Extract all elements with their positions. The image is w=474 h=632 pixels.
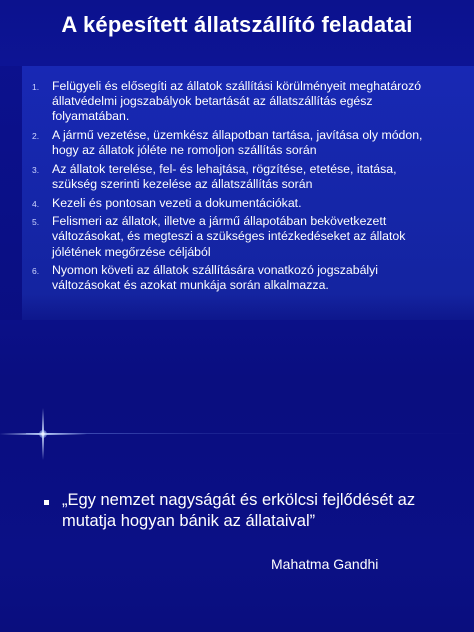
list-item xyxy=(30,196,440,211)
bullet-icon xyxy=(44,500,49,505)
list-item xyxy=(30,263,440,293)
list-item-number: 3. xyxy=(32,164,40,175)
quote-author: Mahatma Gandhi xyxy=(271,556,379,572)
list-item-text: Nyomon követi az állatok szállítására vonatkozó jogszabályi változásokat és azokat munkája során alkalmazza. xyxy=(52,263,379,293)
duties-list xyxy=(30,79,440,297)
bottom-band xyxy=(0,440,474,632)
list-item-text: Felügyeli és elősegíti az állatok szállítási körülményeit meghatározó állatvédelmi jogszabályok betartását az állatszállítás egész folyamatában. xyxy=(52,79,422,124)
divider-line xyxy=(26,433,474,434)
list-item xyxy=(30,128,440,158)
list-item-number: 2. xyxy=(32,131,40,141)
list-item xyxy=(30,79,440,125)
list-item-number: 5. xyxy=(32,217,40,228)
list-item-number: 4. xyxy=(32,198,40,209)
slide-title: A képesített állatszállító feladatai xyxy=(61,12,413,37)
list-item-text: Felismeri az állatok, illetve a jármű állapotában bekövetkezett változásokat, és megteszi a szükséges intézkedéseket az állatok jólétének megőrzése céljából xyxy=(52,214,406,259)
list-item-text: Az állatok terelése, fel- és lehajtása, rögzítése, etetése, itatása, szükség szerinti kezelése az állatszállítás során xyxy=(52,161,397,191)
list-item-number: 6. xyxy=(32,266,40,277)
quote-text: „Egy nemzet nagyságát és erkölcsi fejlődését az mutatja hogyan bánik az állataival” xyxy=(62,491,416,530)
list-item xyxy=(30,162,440,192)
middle-band xyxy=(0,320,474,380)
list-item-text: Kezeli és pontosan vezeti a dokumentációkat. xyxy=(52,195,302,210)
list-item-text: A jármű vezetése, üzemkész állapotban tartása, javítása oly módon, hogy az állatok jóléte ne romoljon szállítás során xyxy=(52,128,423,158)
list-item-number: 1. xyxy=(32,82,40,92)
list-item xyxy=(30,214,440,260)
